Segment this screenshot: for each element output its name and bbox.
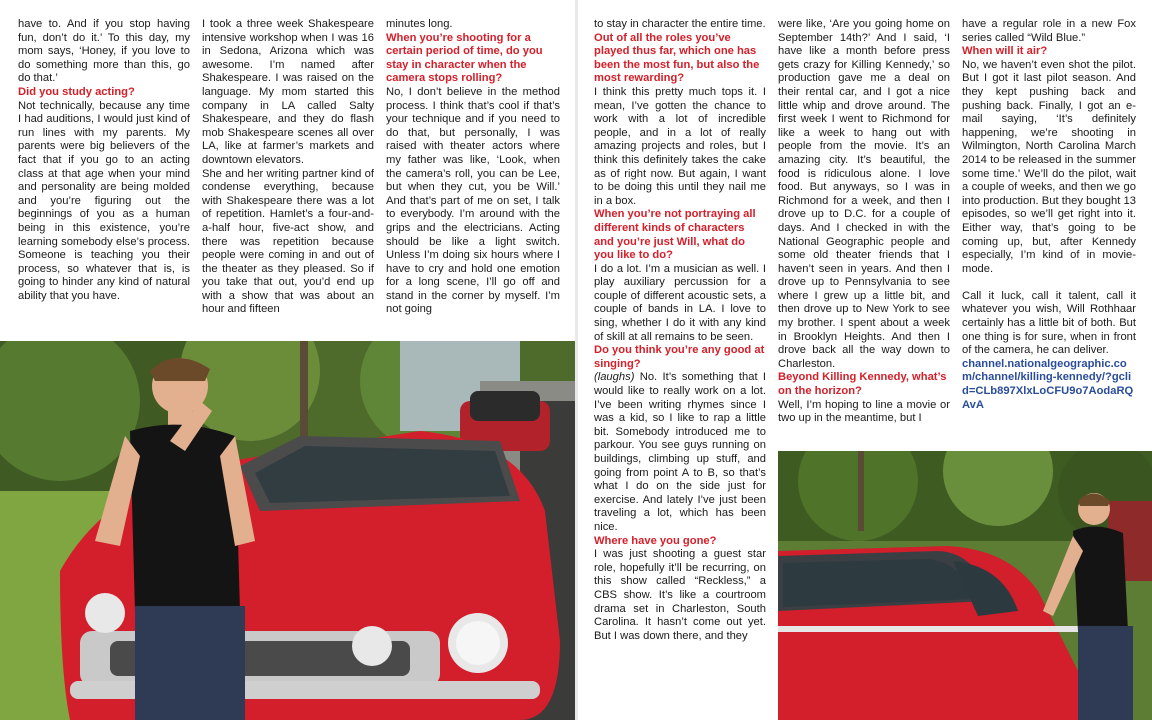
paragraph: have to. And if you stop having fun, don’t do it.’ To this day, my mom says, ‘Honey, if you love to do something more than this, go do that.’: [18, 18, 190, 85]
laughs-aside: (laughs): [594, 371, 635, 384]
page-gutter: [575, 0, 578, 720]
paragraph: I think this pretty much tops it. I mean, I’ve gotten the chance to work with a lot of incredible people, and in a lot of really amazing projects and roles, but I think this definitely takes the cake as of right now. But again, I want to be doing this until they nail me in a box.: [594, 85, 766, 207]
column-4: [594, 18, 766, 643]
paragraph: minutes long.: [386, 18, 453, 30]
paragraph: Well, I’m hoping to line a movie or two up in the meantime, but I: [778, 398, 950, 425]
paragraph: No, we haven’t even shot the pilot. But I got it last pilot season. And they kept pushing back and pushing back. Finally, I got an e-mail saying, ‘It’s definitely happening, we’re shooting in Wilmington, North Carolina March 2014 to be released in the summer some time.’ We’ll do the pilot, wait a couple of weeks, and then we go into production. But they bought 13 episodes, so we’ll get right into it. Either way, that’s going to be coming up, but, after Kennedy especially, I’m kind of in movie-mode.: [962, 58, 1136, 275]
source-link[interactable]: channel.nationalgeographic.com/channel/killing-kennedy/?gclid=CLb897XlxLoCFU9o7AodaRQAvA: [962, 357, 1134, 411]
question-heading: When you’re shooting for a certain period of time, do you stay in character when the camera stops rolling?: [386, 31, 543, 85]
paragraph: She and her writing partner kind of condense everything, because with Shakespeare there was a lot of repetition. Hamlet’s a four-and-a-half hour, five-act show, and there was repetition because people were coming in and out of the theater as they pleased. So if you take that out, you’d end up with a show that was about an hour and fifteen: [202, 167, 374, 316]
paragraph: [594, 371, 766, 534]
question-heading: Beyond Killing Kennedy, what’s on the horizon?: [778, 371, 947, 398]
paragraph: have a regular role in a new Fox series called “Wild Blue.”: [962, 18, 1136, 44]
column-3: [386, 18, 560, 317]
photo-man-at-red-mustang-door: [778, 451, 1152, 720]
paragraph: I was just shooting a guest star role, hopefully it’ll be recurring, on this show called “Reckless,” a CBS show. It’s like a courtroom drama set in Charleston, South Carolina. It hasn’t come out yet. But I was down there, and they: [594, 548, 766, 642]
paragraph-text: No. It’s something that I would like to really work on a lot. I’ve been writing rhymes since I was a kid, so I like to rap a little bit. Somebody introduced me to parkour. You see guys running on buildings, climbing up stuff, and going from point A to B, so that’s what I do on the side just for exercise. And lately I’ve just been traveling a lot, which has been nice.: [594, 371, 766, 533]
paragraph: No, I don’t believe in the method process. I think that’s cool if that’s your technique and if you need to do that, but personally, I was raised with theater actors where my father was like, ‘Look, when the camera’s roll, you can be Lee, but when they cut, you be Will.’ And that’s part of me on set, I talk to everybody. I’m around with the grips and the electricians. Acting should be like a light switch. Unless I’m doing six hours where I have to cry and hold one emotion for a long scene, I’ll go off and stand in the corner by myself. I’m not going: [386, 85, 560, 316]
photo-man-leaning-on-red-mustang: [0, 341, 575, 720]
column-6: [962, 18, 1136, 412]
paragraph: were like, ‘Are you going home on September 14th?’ And I said, ‘I have like a month before press gets crazy for Killing Kennedy,’ so production gave me a deal on their rental car, and I got a nice little whip and drove around. The first week I went to Richmond for like a week to hang out with people from the movie. It’s an amazing city. It’s beautiful, the food is ridiculous alone. I love food. But anyways, so I was in Richmond for a week, and then I drove up to D.C. for a couple of days. And I checked in with the National Geographic people and some old theater friends that I haven’t seen in years. And then I drove up to Pennsylvania to see where I grew up a little bit, and then drove up to New York to see my brother. I spent about a week in Brooklyn Heights. And then I drove back all the way down to Charleston.: [778, 18, 950, 370]
closing-paragraph: Call it luck, call it talent, call it whatever you wish, Will Rothhaar certainly has a little bit of both. But one thing is for sure, when in front of the camera, he can deliver.: [962, 289, 1136, 357]
question-heading: When you’re not portraying all different kinds of characters and you’re just Will, what do you like to do?: [594, 208, 756, 262]
question-heading: Did you study acting?: [18, 85, 135, 98]
column-1: [18, 18, 190, 303]
paragraph: Not technically, because any time I had auditions, I would just kind of run lines with my parents. My parents were big believers of the fact that if you go to an acting class at that age when your mind and personality are being molded and you’re figuring out the beginnings of you as a human being in this existence, you’re learning somebody else’s process. Someone is teaching you their process, so whatever that is, is going to hinder any kind of natural ability that you have.: [18, 99, 190, 302]
question-heading: Out of all the roles you’ve played thus far, which one has been the most fun, but also the most rewarding?: [594, 31, 760, 85]
paragraph-spacer: [962, 276, 1136, 290]
paragraph: I do a lot. I’m a musician as well. I play auxiliary percussion for a couple of different acoustic sets, a couple of bands in LA. I love to sing, whether I do it with any kind of skill at all remains to be seen.: [594, 262, 766, 343]
paragraph: I took a three week Shakespeare intensive workshop when I was 16 in Sedona, Arizona which was awesome. I’m named after Shakespeare. I was raised on the language. My mom started this company in LA called Salty Shakespeare, and they do flash mob Shakespeare scenes all over LA, like at farmer’s markets and downtown elevators.: [202, 18, 374, 166]
question-heading: Where have you gone?: [594, 534, 717, 547]
column-5: [778, 18, 950, 426]
paragraph: to stay in character the entire time.: [594, 18, 766, 30]
column-2: [202, 18, 374, 317]
question-heading: When will it air?: [962, 45, 1048, 58]
question-heading: Do you think you’re any good at singing?: [594, 344, 765, 370]
